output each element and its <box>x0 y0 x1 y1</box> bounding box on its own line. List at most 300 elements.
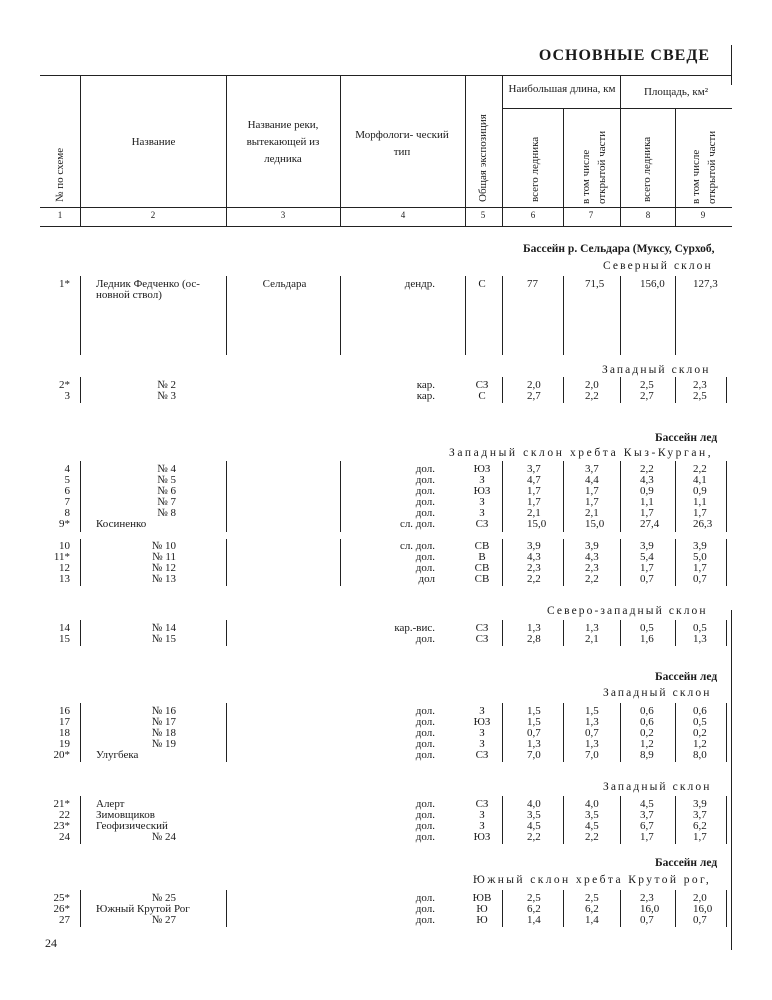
morph-type: дол. <box>415 633 435 645</box>
exposure: СЗ <box>475 622 489 634</box>
page-number: 24 <box>45 936 57 950</box>
glacier-name: Зимовщиков <box>96 809 155 821</box>
column-separator <box>675 377 676 403</box>
area-open: 3,9 <box>693 798 707 810</box>
length-total: 4,0 <box>527 798 541 810</box>
length-total: 4,3 <box>527 551 541 563</box>
area-open: 1,7 <box>693 831 707 843</box>
header-area <box>622 84 730 101</box>
glacier-name: Геофизический <box>96 820 168 832</box>
area-total: 5,4 <box>640 551 654 563</box>
length-total: 4,5 <box>527 820 541 832</box>
colnum-9: 9 <box>700 210 706 220</box>
row-number: 2* <box>59 379 70 391</box>
row-number: 6 <box>64 485 70 497</box>
morph-type: кар. <box>416 390 435 402</box>
morph-type: кар.-вис. <box>394 622 435 634</box>
column-separator <box>675 796 676 844</box>
row-number: 1* <box>59 278 70 290</box>
header-length-open: в том числе открытой части <box>580 130 608 204</box>
column-separator <box>563 703 564 762</box>
header-area-total: всего ледника <box>641 136 653 202</box>
column-separator <box>675 461 676 532</box>
area-open: 1,3 <box>693 633 707 645</box>
area-total: 6,7 <box>640 820 654 832</box>
area-total: 0,9 <box>640 485 654 497</box>
area-open: 2,3 <box>693 379 707 391</box>
row-number: 16 <box>59 705 70 717</box>
exposure: СВ <box>474 540 490 552</box>
col-divider-4 <box>465 75 466 226</box>
length-open: 2,0 <box>585 379 599 391</box>
length-open: 2,5 <box>585 892 599 904</box>
area-total: 0,5 <box>640 622 654 634</box>
slope-title: Западный склон <box>603 781 712 793</box>
colnum-6: 6 <box>530 210 536 220</box>
column-separator <box>226 620 227 646</box>
column-separator <box>502 620 503 646</box>
length-total: 3,5 <box>527 809 541 821</box>
column-separator <box>80 461 81 532</box>
column-separator <box>563 276 564 355</box>
length-total: 2,1 <box>527 507 541 519</box>
morph-type: дол. <box>415 914 435 926</box>
area-open: 0,9 <box>693 485 707 497</box>
length-open: 2,3 <box>585 562 599 574</box>
column-separator <box>726 461 727 532</box>
area-open: 127,3 <box>693 278 718 290</box>
column-separator <box>620 461 621 532</box>
row-number: 15 <box>59 633 70 645</box>
column-separator <box>726 620 727 646</box>
morph-type: дол. <box>415 820 435 832</box>
length-open: 3,7 <box>585 463 599 475</box>
morph-type: дол. <box>415 705 435 717</box>
row-number: 26* <box>53 903 70 915</box>
column-separator <box>80 539 81 586</box>
length-total: 3,9 <box>527 540 541 552</box>
length-open: 4,4 <box>585 474 599 486</box>
row-number: 10 <box>59 540 70 552</box>
column-separator <box>726 377 727 403</box>
right-margin-rule-lower <box>731 610 732 950</box>
length-total: 2,5 <box>527 892 541 904</box>
glacier-name: № 11 <box>152 551 176 563</box>
glacier-name: № 14 <box>151 622 176 634</box>
column-separator <box>726 796 727 844</box>
exposure: В <box>478 551 486 563</box>
column-separator <box>340 539 341 586</box>
area-total: 1,1 <box>640 496 654 508</box>
row-number: 27 <box>59 914 70 926</box>
slope-title: Северный склон <box>603 260 713 272</box>
col-divider-6 <box>563 108 564 226</box>
area-open: 3,9 <box>693 540 707 552</box>
column-separator <box>226 890 227 927</box>
column-separator <box>563 890 564 927</box>
length-open: 7,0 <box>585 749 599 761</box>
exposure: ЮЗ <box>473 716 491 728</box>
row-number: 4 <box>64 463 70 475</box>
column-separator <box>502 377 503 403</box>
area-open: 16,0 <box>693 903 713 915</box>
area-total: 0,7 <box>640 573 654 585</box>
morph-type: кар. <box>416 379 435 391</box>
glacier-name-cont: новной ствол) <box>96 289 162 301</box>
row-number: 7 <box>64 496 70 508</box>
column-separator <box>563 620 564 646</box>
area-open: 0,5 <box>693 622 707 634</box>
row-number: 20* <box>53 749 70 761</box>
column-separator <box>620 539 621 586</box>
morph-type: дол. <box>415 485 435 497</box>
area-total: 0,6 <box>640 716 654 728</box>
page-title: ОСНОВНЫЕ СВЕДЕ <box>538 47 710 64</box>
area-open: 5,0 <box>693 551 707 563</box>
area-total: 2,3 <box>640 892 654 904</box>
row-number: 25* <box>53 892 70 904</box>
colnum-1: 1 <box>57 210 63 220</box>
exposure: З <box>479 496 485 508</box>
column-separator <box>226 539 227 586</box>
header-max-length-text: Наибольшая длина, км <box>508 83 616 95</box>
column-separator <box>726 539 727 586</box>
colnum-4: 4 <box>400 210 406 220</box>
col-divider-7 <box>620 75 621 226</box>
area-total: 27,4 <box>640 518 660 530</box>
morph-type: дол. <box>415 798 435 810</box>
area-open: 1,7 <box>693 562 707 574</box>
column-separator <box>465 276 466 355</box>
exposure: СВ <box>474 573 490 585</box>
row-number: 17 <box>59 716 70 728</box>
column-separator <box>563 539 564 586</box>
column-separator <box>620 377 621 403</box>
basin-title: Бассейн лед <box>655 671 718 683</box>
header-area-text: Площадь, км² <box>643 86 708 98</box>
length-open: 4,5 <box>585 820 599 832</box>
area-open: 0,6 <box>693 705 707 717</box>
glacier-name: № 19 <box>151 738 176 750</box>
header-name: Название <box>131 136 176 148</box>
exposure: З <box>479 820 485 832</box>
colnum-5: 5 <box>480 210 486 220</box>
col-divider-1 <box>80 75 81 226</box>
column-separator <box>563 377 564 403</box>
glacier-name: № 24 <box>151 831 176 843</box>
length-total: 3,7 <box>527 463 541 475</box>
column-separator <box>502 539 503 586</box>
header-area-open: в том числе открытой части <box>690 130 718 204</box>
length-total: 4,7 <box>527 474 541 486</box>
length-open: 1,3 <box>585 738 599 750</box>
column-separator <box>563 461 564 532</box>
length-total: 6,2 <box>527 903 541 915</box>
area-open: 2,0 <box>693 892 707 904</box>
length-open: 2,2 <box>585 573 599 585</box>
glacier-name: № 18 <box>151 727 176 739</box>
glacier-name: Ледник Федченко (ос- <box>96 278 200 290</box>
area-total: 156,0 <box>640 278 665 290</box>
row-number: 9* <box>59 518 70 530</box>
glacier-name: № 8 <box>157 507 176 519</box>
river-name: Сельдара <box>262 278 307 290</box>
colnum-3: 3 <box>280 210 286 220</box>
exposure: З <box>479 727 485 739</box>
row-number: 23* <box>53 820 70 832</box>
column-separator <box>502 703 503 762</box>
area-open: 1,7 <box>693 507 707 519</box>
area-open: 0,5 <box>693 716 707 728</box>
morph-type: дол. <box>415 507 435 519</box>
exposure: Ю <box>476 903 488 915</box>
glacier-name: № 17 <box>151 716 176 728</box>
length-open: 1,7 <box>585 496 599 508</box>
area-total: 2,7 <box>640 390 654 402</box>
morph-type: дол. <box>415 749 435 761</box>
area-open: 6,2 <box>693 820 707 832</box>
morph-type: дол. <box>415 738 435 750</box>
length-open: 1,3 <box>585 622 599 634</box>
glacier-name: № 13 <box>151 573 176 585</box>
glacier-name: Южный Крутой Рог <box>96 903 190 915</box>
exposure: ЮЗ <box>473 485 491 497</box>
exposure: ЮЗ <box>473 831 491 843</box>
glacier-name: № 7 <box>157 496 176 508</box>
length-open: 3,9 <box>585 540 599 552</box>
row-number: 14 <box>59 622 70 634</box>
length-total: 1,4 <box>527 914 541 926</box>
exposure: ЮЗ <box>473 463 491 475</box>
length-total: 1,7 <box>527 496 541 508</box>
morph-type: дол. <box>415 727 435 739</box>
length-total: 0,7 <box>527 727 541 739</box>
column-separator <box>675 890 676 927</box>
row-number: 21* <box>53 798 70 810</box>
area-total: 1,2 <box>640 738 654 750</box>
glacier-name: № 15 <box>151 633 176 645</box>
length-open: 71,5 <box>585 278 605 290</box>
colnum-2: 2 <box>150 210 156 220</box>
area-total: 3,9 <box>640 540 654 552</box>
exposure: СЗ <box>475 379 489 391</box>
morph-type: сл. дол. <box>399 540 435 552</box>
glacier-name: № 3 <box>157 390 176 402</box>
row-number: 19 <box>59 738 70 750</box>
slope-title: Западный склон хребта Кыз-Курган, <box>449 447 714 459</box>
area-open: 26,3 <box>693 518 713 530</box>
length-total: 2,7 <box>527 390 541 402</box>
glacier-name: № 16 <box>151 705 176 717</box>
morph-type: дол. <box>415 474 435 486</box>
morph-type: дол. <box>415 716 435 728</box>
area-total: 3,7 <box>640 809 654 821</box>
exposure: Ю <box>476 914 488 926</box>
row-number: 3 <box>64 390 70 402</box>
morph-type: сл. дол. <box>399 518 435 530</box>
column-separator <box>620 796 621 844</box>
area-total: 4,3 <box>640 474 654 486</box>
glacier-name: № 2 <box>157 379 176 391</box>
length-total: 1,5 <box>527 716 541 728</box>
morph-type: дендр. <box>404 278 435 290</box>
glacier-name: № 25 <box>151 892 176 904</box>
col-divider-5 <box>502 75 503 226</box>
area-open: 0,2 <box>693 727 707 739</box>
table-top-rule <box>40 75 732 76</box>
length-open: 2,1 <box>585 507 599 519</box>
column-separator <box>620 620 621 646</box>
area-open: 8,0 <box>693 749 707 761</box>
column-separator <box>675 539 676 586</box>
slope-title: Западный склон <box>602 364 711 376</box>
column-separator <box>80 703 81 762</box>
length-open: 3,5 <box>585 809 599 821</box>
row-number: 13 <box>59 573 70 585</box>
length-open: 4,3 <box>585 551 599 563</box>
column-separator <box>675 276 676 355</box>
length-open: 1,5 <box>585 705 599 717</box>
area-total: 4,5 <box>640 798 654 810</box>
header-max-length <box>505 81 619 98</box>
table-header-bottom-rule <box>40 226 732 227</box>
length-open: 15,0 <box>585 518 605 530</box>
slope-title: Южный склон хребта Крутой рог, <box>473 874 712 886</box>
column-separator <box>80 620 81 646</box>
column-separator <box>340 276 341 355</box>
column-separator <box>502 796 503 844</box>
column-separator <box>80 796 81 844</box>
area-open: 4,1 <box>693 474 707 486</box>
area-open: 1,1 <box>693 496 707 508</box>
header-morphological-type: Морфологи- ческий тип <box>355 129 449 158</box>
row-number: 18 <box>59 727 70 739</box>
column-separator <box>726 890 727 927</box>
exposure: З <box>479 809 485 821</box>
column-separator <box>620 890 621 927</box>
length-total: 2,3 <box>527 562 541 574</box>
morph-type: дол. <box>415 551 435 563</box>
row-number: 12 <box>59 562 70 574</box>
area-open: 2,2 <box>693 463 707 475</box>
morph-type: дол. <box>415 496 435 508</box>
column-separator <box>226 461 227 532</box>
row-number: 24 <box>59 831 70 843</box>
exposure: З <box>479 738 485 750</box>
header-exposure: Общая экспозиция <box>477 114 489 202</box>
column-separator <box>620 276 621 355</box>
col-divider-3 <box>340 75 341 226</box>
area-open: 1,2 <box>693 738 707 750</box>
morph-type: дол. <box>415 562 435 574</box>
exposure: СЗ <box>475 749 489 761</box>
basin-title: Бассейн лед <box>655 857 718 869</box>
column-separator <box>502 461 503 532</box>
exposure: С <box>478 390 486 402</box>
length-total: 2,2 <box>527 831 541 843</box>
area-total: 0,6 <box>640 705 654 717</box>
exposure: С <box>478 278 486 290</box>
column-separator <box>726 703 727 762</box>
glacier-name: № 4 <box>157 463 176 475</box>
area-open: 3,7 <box>693 809 707 821</box>
exposure: ЮВ <box>472 892 492 904</box>
col-divider-8 <box>675 108 676 226</box>
row-number: 5 <box>64 474 70 486</box>
area-total: 1,7 <box>640 562 654 574</box>
length-total: 1,3 <box>527 622 541 634</box>
morph-type: дол. <box>415 903 435 915</box>
morph-type: дол. <box>415 809 435 821</box>
length-total: 7,0 <box>527 749 541 761</box>
row-number: 22 <box>59 809 70 821</box>
row-number: 11* <box>53 551 70 563</box>
right-margin-rule <box>731 45 732 85</box>
col-divider-2 <box>226 75 227 226</box>
glacier-name: Улугбека <box>96 749 139 761</box>
length-open: 2,2 <box>585 831 599 843</box>
length-total: 15,0 <box>527 518 547 530</box>
column-separator <box>226 276 227 355</box>
header-length-total: всего ледника <box>529 136 541 202</box>
area-total: 2,2 <box>640 463 654 475</box>
exposure: СЗ <box>475 518 489 530</box>
glacier-name: № 10 <box>151 540 176 552</box>
colnum-8: 8 <box>645 210 651 220</box>
basin-title: Бассейн лед <box>655 432 718 444</box>
length-open: 4,0 <box>585 798 599 810</box>
area-total: 2,5 <box>640 379 654 391</box>
row-number: 8 <box>64 507 70 519</box>
exposure: З <box>479 705 485 717</box>
column-separator <box>563 796 564 844</box>
exposure: СЗ <box>475 633 489 645</box>
column-separator <box>675 703 676 762</box>
length-total: 1,3 <box>527 738 541 750</box>
glacier-name: № 27 <box>151 914 176 926</box>
column-separator <box>80 890 81 927</box>
length-total: 1,7 <box>527 485 541 497</box>
morph-type: дол <box>418 573 435 585</box>
area-total: 1,7 <box>640 831 654 843</box>
area-total: 16,0 <box>640 903 660 915</box>
column-separator <box>502 276 503 355</box>
length-total: 2,2 <box>527 573 541 585</box>
area-open: 2,5 <box>693 390 707 402</box>
area-total: 8,9 <box>640 749 654 761</box>
length-open: 2,1 <box>585 633 599 645</box>
area-total: 0,2 <box>640 727 654 739</box>
length-open: 1,4 <box>585 914 599 926</box>
column-separator <box>340 461 341 532</box>
area-total: 1,7 <box>640 507 654 519</box>
morph-type: дол. <box>415 463 435 475</box>
length-open: 0,7 <box>585 727 599 739</box>
glacier-name: № 5 <box>157 474 176 486</box>
exposure: З <box>479 507 485 519</box>
column-separator <box>80 377 81 403</box>
header-number-on-scheme: № по схеме <box>54 147 66 202</box>
column-separator <box>226 703 227 762</box>
length-total: 2,0 <box>527 379 541 391</box>
column-separator <box>502 890 503 927</box>
slope-title: Западный склон <box>603 687 712 699</box>
exposure: СЗ <box>475 798 489 810</box>
length-total: 1,5 <box>527 705 541 717</box>
basin-title: Бассейн р. Сельдара (Муксу, Сурхоб, <box>523 243 715 255</box>
colnum-rule <box>40 207 732 208</box>
length-open: 1,3 <box>585 716 599 728</box>
